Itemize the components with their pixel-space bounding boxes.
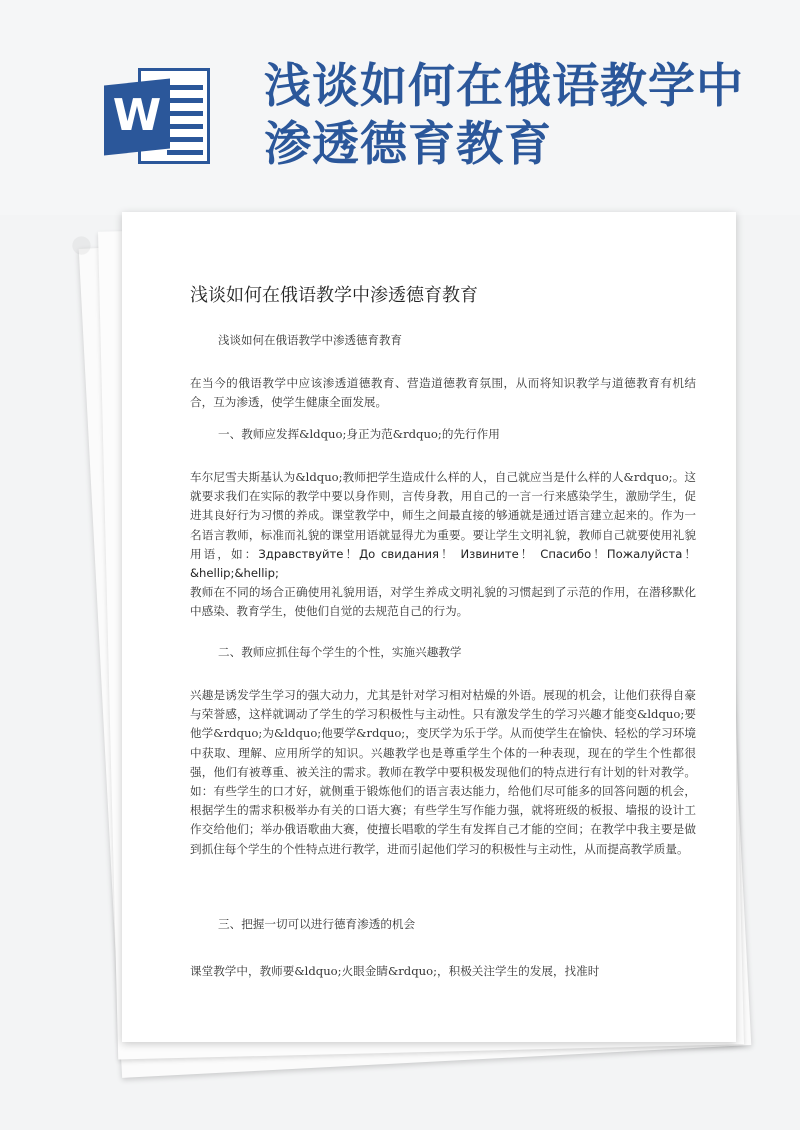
section-heading-1: 一、教师应发挥&ldquo;身正为范&rdquo;的先行作用 xyxy=(218,427,500,441)
preview-banner xyxy=(0,0,800,215)
section-1-text-a: 车尔尼雪夫斯基认为&ldquo;教师把学生造成什么样的人，自己就应当是什么样的人&rdquo;。这就要求我们在实际的教学中要以身作则，言传身教，用自己的一言一行来感染学生，激励学生，促进其良好行为习惯的养成。课堂教学中，师生之间最直接的够通就是通过语言建立起来的。作为一名语言教师，标准而礼貌的课堂用语就显得尤为重要。要让学生文明礼貌，教师自己就要使用礼貌用语，如： xyxy=(190,470,696,561)
russian-phrases: Здравствуйте！До свидания！ Извините！ Спасибо！Пожалуйста！&hellip;&hellip; xyxy=(190,546,696,581)
document-page xyxy=(122,212,736,1042)
word-letter: W xyxy=(112,90,162,141)
banner-title xyxy=(264,58,784,174)
word-document-icon xyxy=(104,68,212,166)
section-heading-2: 二、教师应抓住每个学生的个性，实施兴趣教学 xyxy=(218,645,462,659)
intro-paragraph: 在当今的俄语教学中应该渗透道德教育、营造道德教育氛围，从而将知识教学与道德教育有机结合，互为渗透，使学生健康全面发展。 xyxy=(190,376,696,410)
word-badge-icon xyxy=(104,79,170,156)
watermark: ● xyxy=(64,226,97,262)
section-2-paragraph: 兴趣是诱发学生学习的强大动力，尤其是针对学习相对枯燥的外语。展现的机会，让他们获得自豪与荣誉感，这样就调动了学生的学习积极性与主动性。只有激发学生的学习兴趣才能变&ldquo;要他学&rdquo;为&ldquo;他要学&rdquo;，变厌学为乐于学。从而使学生在愉快、轻松的学习环境中获取、理解、应用所学的知识。兴趣教学也是尊重学生个体的一种表现，现在的学生个性都很强，他们有被尊重、被关注的需求。教师在教学中要积极发现他们的特点进行有计划的针对教学。如：有些学生的口才好，就侧重于锻炼他们的语言表达能力，给他们尽可能多的回答问题的机会，根据学生的需求积极举办有关的口语大赛；有些学生写作能力强，就将班级的板报、墙报的设计工作交给他们；举办俄语歌曲大赛，使擅长唱歌的学生有发挥自己才能的空间；在教学中我主要是做到抓住每个学生的个性特点进行教学，进而引起他们学习的积极性与主动性，从而提高教学质量。 xyxy=(190,688,696,856)
document-title: 浅谈如何在俄语教学中渗透德育教育 xyxy=(190,285,478,306)
banner-title-line1: 浅谈如何在俄语教学中 xyxy=(264,59,744,114)
section-1-text-b: 教师在不同的场合正确使用礼貌用语，对学生养成文明礼貌的习惯起到了示范的作用，在潜移默化中感染、教育学生，使他们自觉的去规范自己的行为。 xyxy=(190,585,696,619)
section-1-paragraph xyxy=(190,468,696,622)
document-subtitle: 浅谈如何在俄语教学中渗透德育教育 xyxy=(218,333,402,347)
section-heading-3: 三、把握一切可以进行德育渗透的机会 xyxy=(218,917,416,931)
banner-title-line2: 渗透德育教育 xyxy=(264,117,552,172)
section-3-paragraph: 课堂教学中，教师要&ldquo;火眼金睛&rdquo;，积极关注学生的发展，找准时 xyxy=(190,964,600,978)
